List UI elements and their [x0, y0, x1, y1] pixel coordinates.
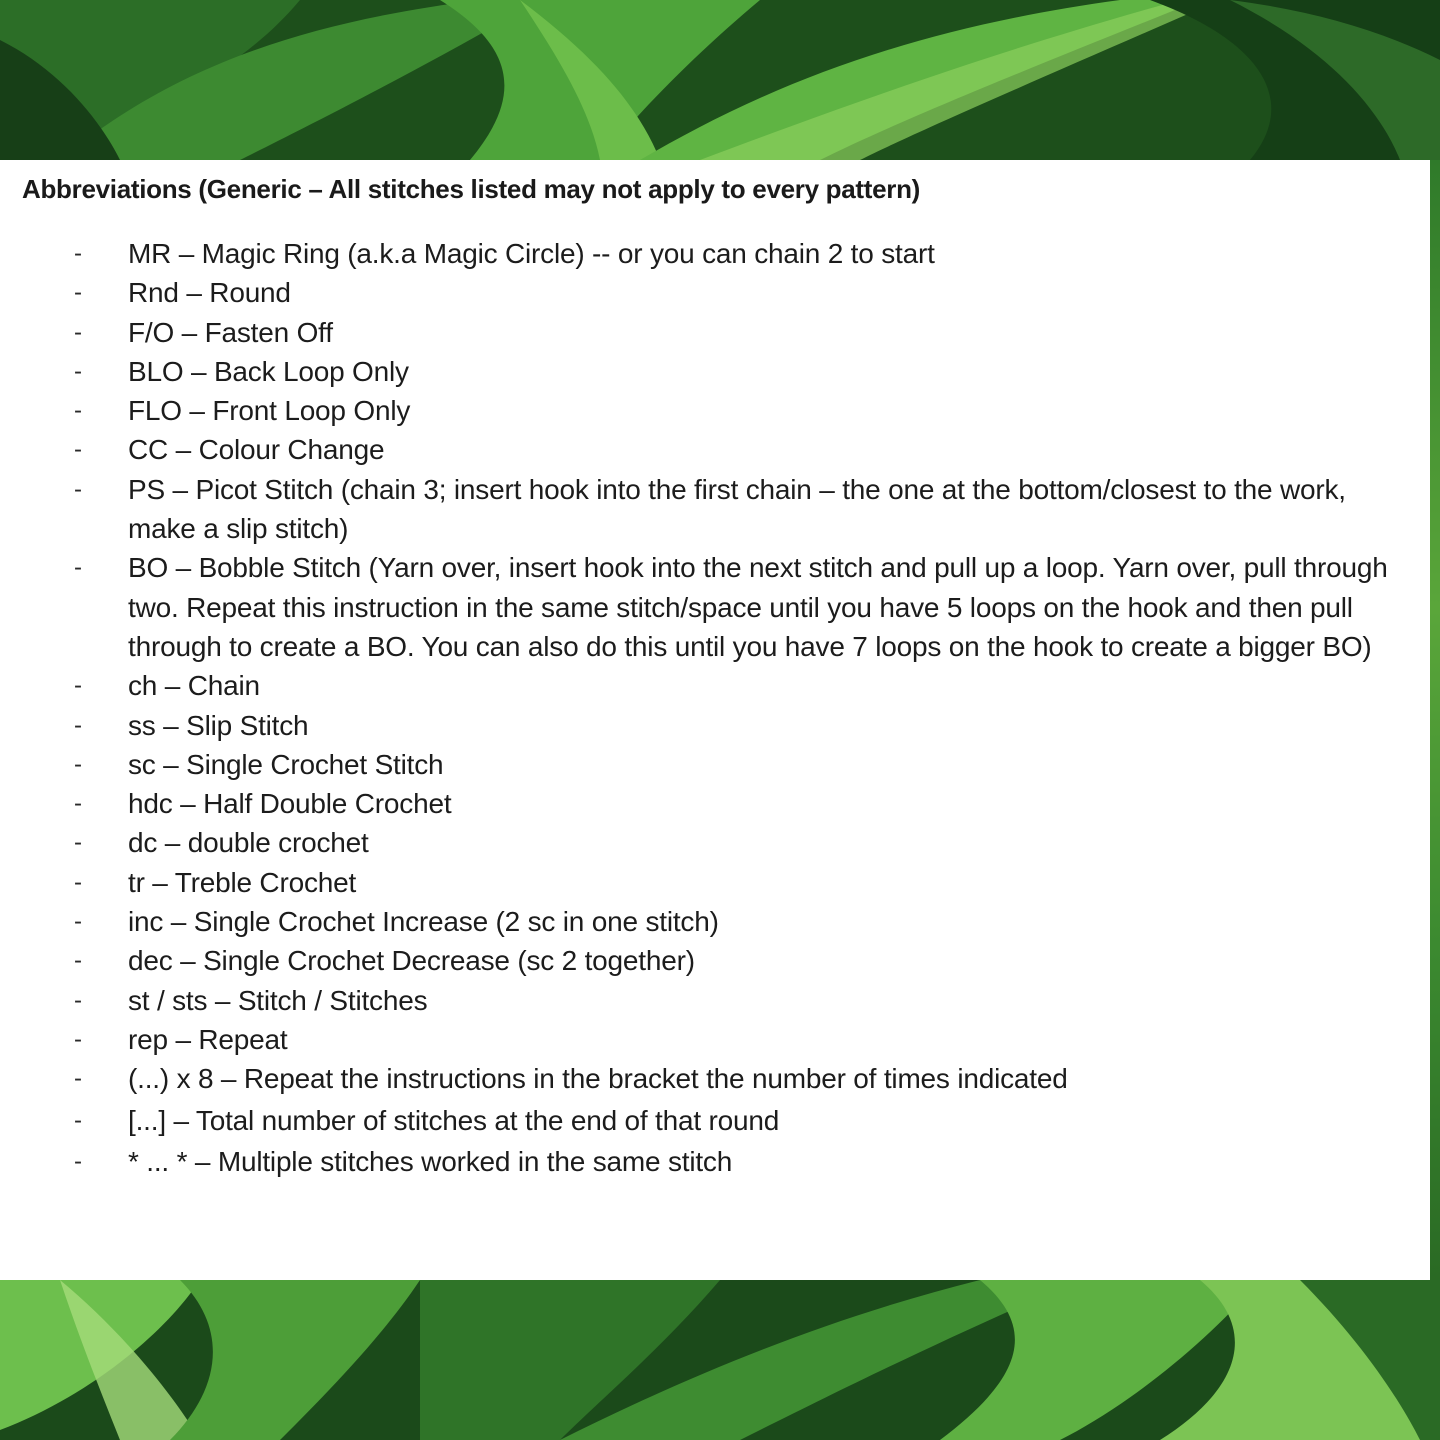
- leaf-illustration-top: [0, 0, 1440, 160]
- list-item-text: BO – Bobble Stitch (Yarn over, insert hook into the next stitch and pull up a loop. Yarn over, pull through two. Repeat this instruction in the same stitch/space until you have 5 loops on the hook and then pull through to create a BO. You can also do this until you have 7 loops on the hook to create a bigger BO): [128, 552, 1388, 662]
- list-item: [0, 234, 1430, 273]
- bullet-marker: -: [74, 790, 82, 818]
- list-item-text: (...) x 8 – Repeat the instructions in the bracket the number of times indicated: [128, 1063, 1068, 1095]
- list-item-text: tr – Treble Crochet: [128, 866, 357, 898]
- bullet-marker: -: [74, 397, 82, 425]
- abbreviations-heading: Abbreviations (Generic – All stitches listed may not apply to every pattern): [22, 174, 921, 204]
- list-item: [0, 1059, 1430, 1098]
- list-item-text: dec – Single Crochet Decrease (sc 2 together): [128, 945, 695, 977]
- list-item: [0, 273, 1430, 312]
- leaf-illustration-bottom: [0, 1280, 1440, 1440]
- list-item: [0, 1101, 1430, 1140]
- leaf-background-side: [1430, 160, 1440, 1280]
- bullet-marker: -: [74, 829, 82, 857]
- list-item: [0, 902, 1430, 941]
- list-item-text: dc – double crochet: [128, 827, 369, 859]
- bullet-marker: -: [74, 318, 82, 346]
- list-item-text: st / sts – Stitch / Stitches: [128, 984, 428, 1016]
- list-item: [0, 666, 1430, 705]
- abbreviations-list: [0, 234, 1430, 1181]
- list-item-text: Rnd – Round: [128, 277, 291, 309]
- list-item-text: BLO – Back Loop Only: [128, 355, 409, 387]
- leaf-background-bottom: [0, 1280, 1440, 1440]
- list-item: [0, 941, 1430, 980]
- bullet-marker: -: [74, 554, 82, 582]
- bullet-marker: -: [74, 672, 82, 700]
- list-item-text: MR – Magic Ring (a.k.a Magic Circle) -- or you can chain 2 to start: [128, 238, 935, 269]
- bullet-marker: -: [74, 475, 82, 503]
- list-item: [0, 706, 1430, 745]
- bullet-marker: -: [74, 947, 82, 975]
- bullet-marker: -: [74, 279, 82, 307]
- list-item-text: * ... * – Multiple stitches worked in the same stitch: [128, 1145, 733, 1177]
- list-item-text: rep – Repeat: [128, 1023, 288, 1055]
- list-item-text: FLO – Front Loop Only: [128, 395, 411, 427]
- list-item-text: inc – Single Crochet Increase (2 sc in one stitch): [128, 906, 719, 938]
- list-item-text: F/O – Fasten Off: [128, 316, 333, 348]
- list-item-text: hdc – Half Double Crochet: [128, 788, 452, 820]
- list-item-text: ss – Slip Stitch: [128, 709, 309, 741]
- list-item: [0, 470, 1430, 549]
- list-item: [0, 313, 1430, 352]
- list-item: [0, 784, 1430, 823]
- leaf-background-top: [0, 0, 1440, 160]
- list-item-text: ch – Chain: [128, 670, 260, 702]
- bullet-marker: -: [74, 436, 82, 464]
- bullet-marker: -: [74, 357, 82, 385]
- bullet-marker: -: [74, 868, 82, 896]
- bullet-marker: -: [74, 986, 82, 1014]
- list-item: [0, 1142, 1430, 1181]
- list-item: [0, 981, 1430, 1020]
- list-item: [0, 352, 1430, 391]
- list-item: [0, 745, 1430, 784]
- bullet-marker: -: [74, 1147, 82, 1175]
- list-item: [0, 548, 1430, 666]
- list-item: [0, 430, 1430, 469]
- list-item-text: sc – Single Crochet Stitch: [128, 748, 444, 780]
- list-item-text: PS – Picot Stitch (chain 3; insert hook into the first chain – the one at the bottom/closest to the work, make a slip stitch): [128, 473, 1346, 545]
- list-item: [0, 823, 1430, 862]
- bullet-marker: -: [74, 1065, 82, 1093]
- list-item: [0, 391, 1430, 430]
- bullet-marker: -: [74, 240, 82, 267]
- bullet-marker: -: [74, 908, 82, 936]
- list-item: [0, 863, 1430, 902]
- list-item-text: [...] – Total number of stitches at the end of that round: [128, 1104, 780, 1136]
- list-item: [0, 1020, 1430, 1059]
- bullet-marker: -: [74, 750, 82, 778]
- bullet-marker: -: [74, 1025, 82, 1053]
- bullet-marker: -: [74, 711, 82, 739]
- bullet-marker: -: [74, 1106, 82, 1134]
- list-item-text: CC – Colour Change: [128, 434, 385, 466]
